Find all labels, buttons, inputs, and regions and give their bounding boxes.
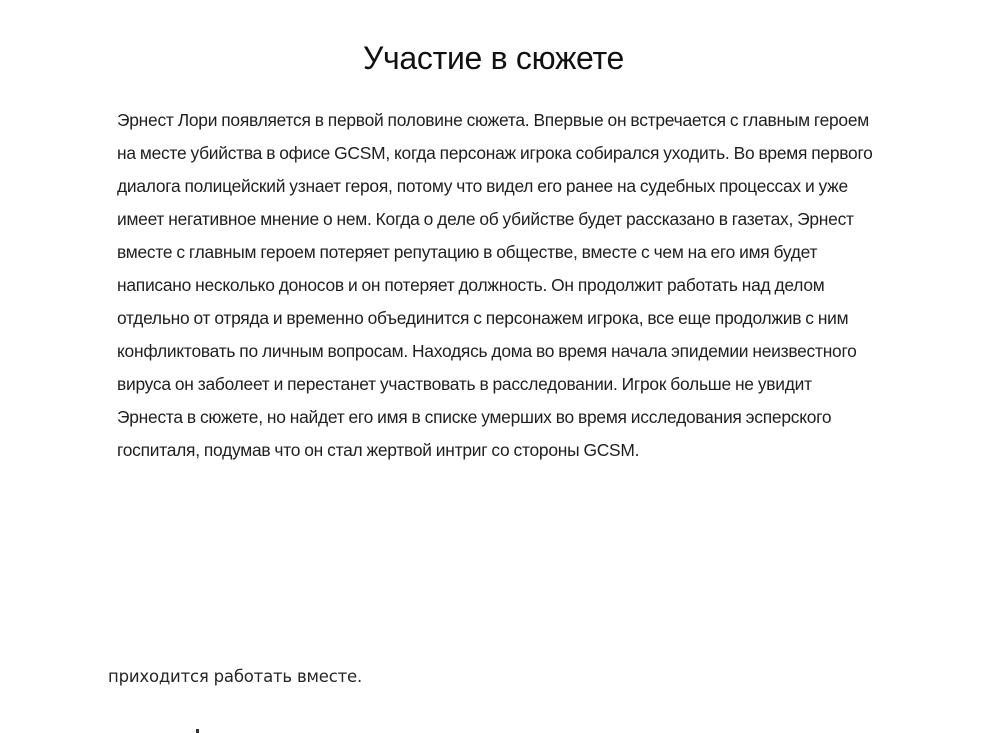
section-body-paragraph: Эрнест Лори появляется в первой половине сюжета. Впервые он встречается с главным героем на месте убийства в офисе GCSM, когда персонаж игрока собирался уходить. Во время первого диалога полицейский узнает героя, потому что видел его ранее на судебных процессах и уже имеет негативное мнение о нем. Когда о деле об убийстве будет рассказано в газетах, Эрнест вместе с главным героем потеряет репутацию в обществе, вместе с чем на его имя будет написано несколько доносов и он потеряет должность. Он продолжит работать над делом отдельно от отряда и временно объединится с персонажем игрока, все еще продолжив с ним конфликтовать по личным вопросам. Находясь дома во время начала эпидемии неизвестного вируса он заболеет и перестанет участвовать в расследовании. Игрок больше не увидит Эрнеста в сюжете, но найдет его имя в списке умерших во время исследования эсперского госпиталя, подумав что он стал жертвой интриг со стороны GCSM. bbox=[117, 110, 873, 460]
continuation-text: приходится работать вместе. bbox=[108, 667, 362, 686]
clipped-text-fragment bbox=[196, 729, 199, 733]
section-title: Участие в сюжете bbox=[363, 40, 624, 76]
